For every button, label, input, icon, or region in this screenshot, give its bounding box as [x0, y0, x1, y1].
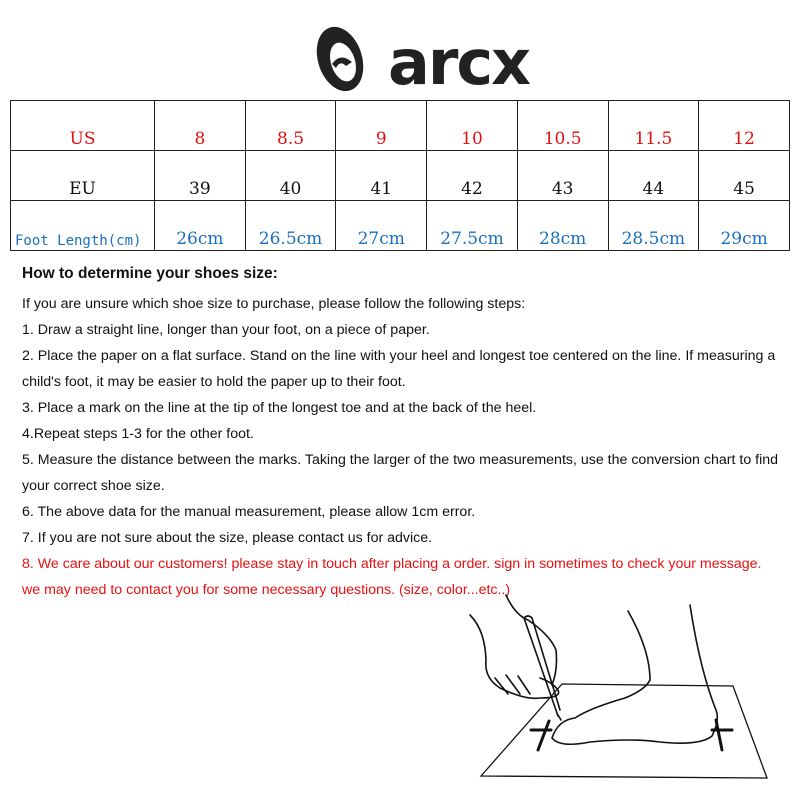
table-cell: 11.5: [608, 101, 699, 151]
table-row-foot-length: [11, 201, 790, 251]
table-cell: 40: [245, 151, 336, 201]
table-row-us: [11, 101, 790, 151]
table-cell: 42: [427, 151, 518, 201]
table-cell: 45: [699, 151, 790, 201]
brand-logo: [310, 22, 580, 97]
customer-note: 8. We care about our customers! please stay in touch after placing a order. sign in sometimes to check your message. we may need to contact you for some necessary questions. (size, color...etc..): [22, 556, 762, 598]
table-cell: 8: [155, 101, 246, 151]
table-cell: 26.5cm: [245, 201, 336, 251]
step: 6. The above data for the manual measurement, please allow 1cm error.: [22, 504, 476, 520]
row-label: Foot Length(cm): [11, 201, 155, 251]
instructions-intro: If you are unsure which shoe size to purchase, please follow the following steps:: [22, 296, 526, 312]
table-cell: 27.5cm: [427, 201, 518, 251]
table-row-eu: [11, 151, 790, 201]
row-label: EU: [11, 151, 155, 201]
table-cell: 41: [336, 151, 427, 201]
table-cell: 10.5: [517, 101, 608, 151]
table-cell: 29cm: [699, 201, 790, 251]
instructions: [22, 264, 782, 603]
row-label: US: [11, 101, 155, 151]
table-cell: 28cm: [517, 201, 608, 251]
table-cell: 43: [517, 151, 608, 201]
svg-text:arcx: arcx: [388, 26, 530, 97]
foot-measuring-illustration: [440, 590, 800, 800]
step: 4.Repeat steps 1-3 for the other foot.: [22, 426, 254, 442]
size-chart-table: [10, 100, 790, 251]
table-cell: 26cm: [155, 201, 246, 251]
step: 7. If you are not sure about the size, please contact us for advice.: [22, 530, 433, 546]
table-cell: 28.5cm: [608, 201, 699, 251]
step: 5. Measure the distance between the marks. Taking the larger of the two measurements, use the conversion chart to find your correct shoe size.: [22, 452, 779, 494]
step: 2. Place the paper on a flat surface. Stand on the line with your heel and longest toe centered on the line. If measuring a child's foot, it may be easier to hold the paper up to their foot.: [22, 348, 776, 390]
table-cell: 12: [699, 101, 790, 151]
step: 1. Draw a straight line, longer than your foot, on a piece of paper.: [22, 322, 430, 338]
table-cell: 9: [336, 101, 427, 151]
table-cell: 44: [608, 151, 699, 201]
table-cell: 8.5: [245, 101, 336, 151]
instructions-heading: How to determine your shoes size:: [22, 265, 278, 282]
table-cell: 27cm: [336, 201, 427, 251]
table-cell: 10: [427, 101, 518, 151]
step: 3. Place a mark on the line at the tip of the longest toe and at the back of the heel.: [22, 400, 537, 416]
table-cell: 39: [155, 151, 246, 201]
